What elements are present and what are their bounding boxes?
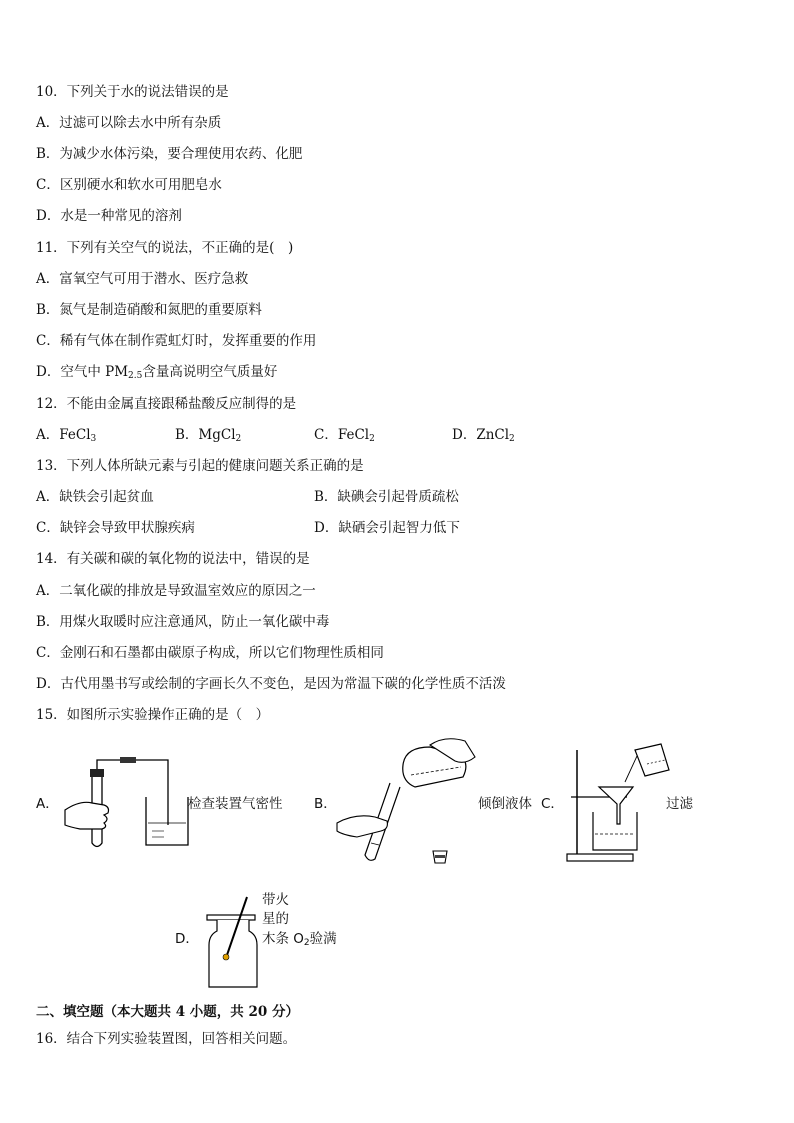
q13-option-a: A．缺铁会引起贫血	[36, 489, 154, 505]
q11-option-d-prefix: D．空气中 PM	[36, 364, 129, 380]
q15-option-d-caption-line3	[262, 930, 337, 948]
q12-option-d-text: D．ZnCl	[452, 427, 510, 443]
q11-option-c: C．稀有气体在制作霓虹灯时，发挥重要的作用	[36, 333, 317, 349]
q12-option-a-sub: 3	[90, 434, 97, 444]
q14-option-d: D．古代用墨书写或绘制的字画长久不变色，是因为常温下碳的化学性质不活泼	[36, 676, 506, 692]
q12-option-b-text: B．MgCl	[175, 427, 236, 443]
q11-stem: 11．下列有关空气的说法，不正确的是( )	[36, 240, 294, 256]
q15-option-d-letter: D．	[175, 931, 199, 947]
q15-option-c-letter: C．	[541, 796, 564, 812]
oxygen-fullness-test-figure	[205, 895, 265, 990]
q14-stem: 14．有关碳和碳的氧化物的说法中，错误的是	[36, 551, 310, 567]
q15-option-d-caption-line3-suffix: 验满	[309, 931, 337, 947]
q12-option-c-sub: 2	[369, 434, 375, 444]
q15-option-d-caption-line1: 带火	[262, 892, 289, 908]
q14-option-b: B．用煤火取暖时应注意通风，防止一氧化碳中毒	[36, 614, 330, 630]
q12-option-d	[452, 426, 515, 444]
q15-option-b-caption: 倾倒液体	[478, 796, 532, 812]
pouring-liquid-figure	[335, 735, 480, 870]
q10-option-b: B．为减少水体污染，要合理使用农药、化肥	[36, 146, 303, 162]
q11-option-d	[36, 363, 277, 381]
q15-option-d-caption-line2: 星的	[262, 911, 289, 927]
q13-option-c: C．缺锌会导致甲状腺疾病	[36, 520, 195, 536]
q10-option-d: D．水是一种常见的溶剂	[36, 208, 182, 224]
q13-option-b: B．缺碘会引起骨质疏松	[314, 489, 459, 505]
q12-option-b	[175, 426, 241, 444]
q15-option-a-caption: 检查装置气密性	[188, 796, 283, 812]
q15-option-d-caption-line3-prefix: 木条 O	[262, 931, 304, 947]
q15-option-b-letter: B．	[314, 796, 337, 812]
q15-option-d-caption-line3-sub: 2	[303, 938, 310, 948]
q11-option-b: B．氮气是制造硝酸和氮肥的重要原料	[36, 302, 262, 318]
q12-option-a-text: A．FeCl	[36, 427, 91, 443]
q10-option-a: A．过滤可以除去水中所有杂质	[36, 115, 222, 131]
q15-option-c-caption: 过滤	[666, 796, 693, 812]
q11-option-a: A．富氧空气可用于潜水、医疗急救	[36, 271, 249, 287]
filtration-figure	[565, 742, 675, 864]
q10-option-c: C．区别硬水和软水可用肥皂水	[36, 177, 222, 193]
q12-option-b-sub: 2	[235, 434, 242, 444]
q14-option-c: C．金刚石和石墨都由碳原子构成，所以它们物理性质相同	[36, 645, 384, 661]
q12-stem: 12．不能由金属直接跟稀盐酸反应制得的是	[36, 396, 297, 412]
airtightness-check-figure	[60, 755, 190, 855]
q10-stem: 10．下列关于水的说法错误的是	[36, 84, 229, 100]
q11-option-d-sub: 2.5	[128, 371, 143, 381]
q15-option-a-letter: A．	[36, 796, 59, 812]
q12-option-c-text: C．FeCl	[314, 427, 370, 443]
q12-option-c	[314, 426, 375, 444]
q14-option-a: A．二氧化碳的排放是导致温室效应的原因之一	[36, 583, 316, 599]
q12-option-a	[36, 426, 96, 444]
q13-stem: 13．下列人体所缺元素与引起的健康问题关系正确的是	[36, 458, 364, 474]
q11-option-d-suffix: 含量高说明空气质量好	[142, 364, 278, 380]
q15-stem: 15．如图所示实验操作正确的是（ ）	[36, 707, 270, 723]
q12-option-d-sub: 2	[509, 434, 515, 444]
section-2-heading: 二、填空题（本大题共 4 小题，共 20 分）	[36, 1004, 299, 1020]
q13-option-d: D．缺硒会引起智力低下	[314, 520, 460, 536]
q16-stem: 16．结合下列实验装置图，回答相关问题。	[36, 1031, 297, 1047]
